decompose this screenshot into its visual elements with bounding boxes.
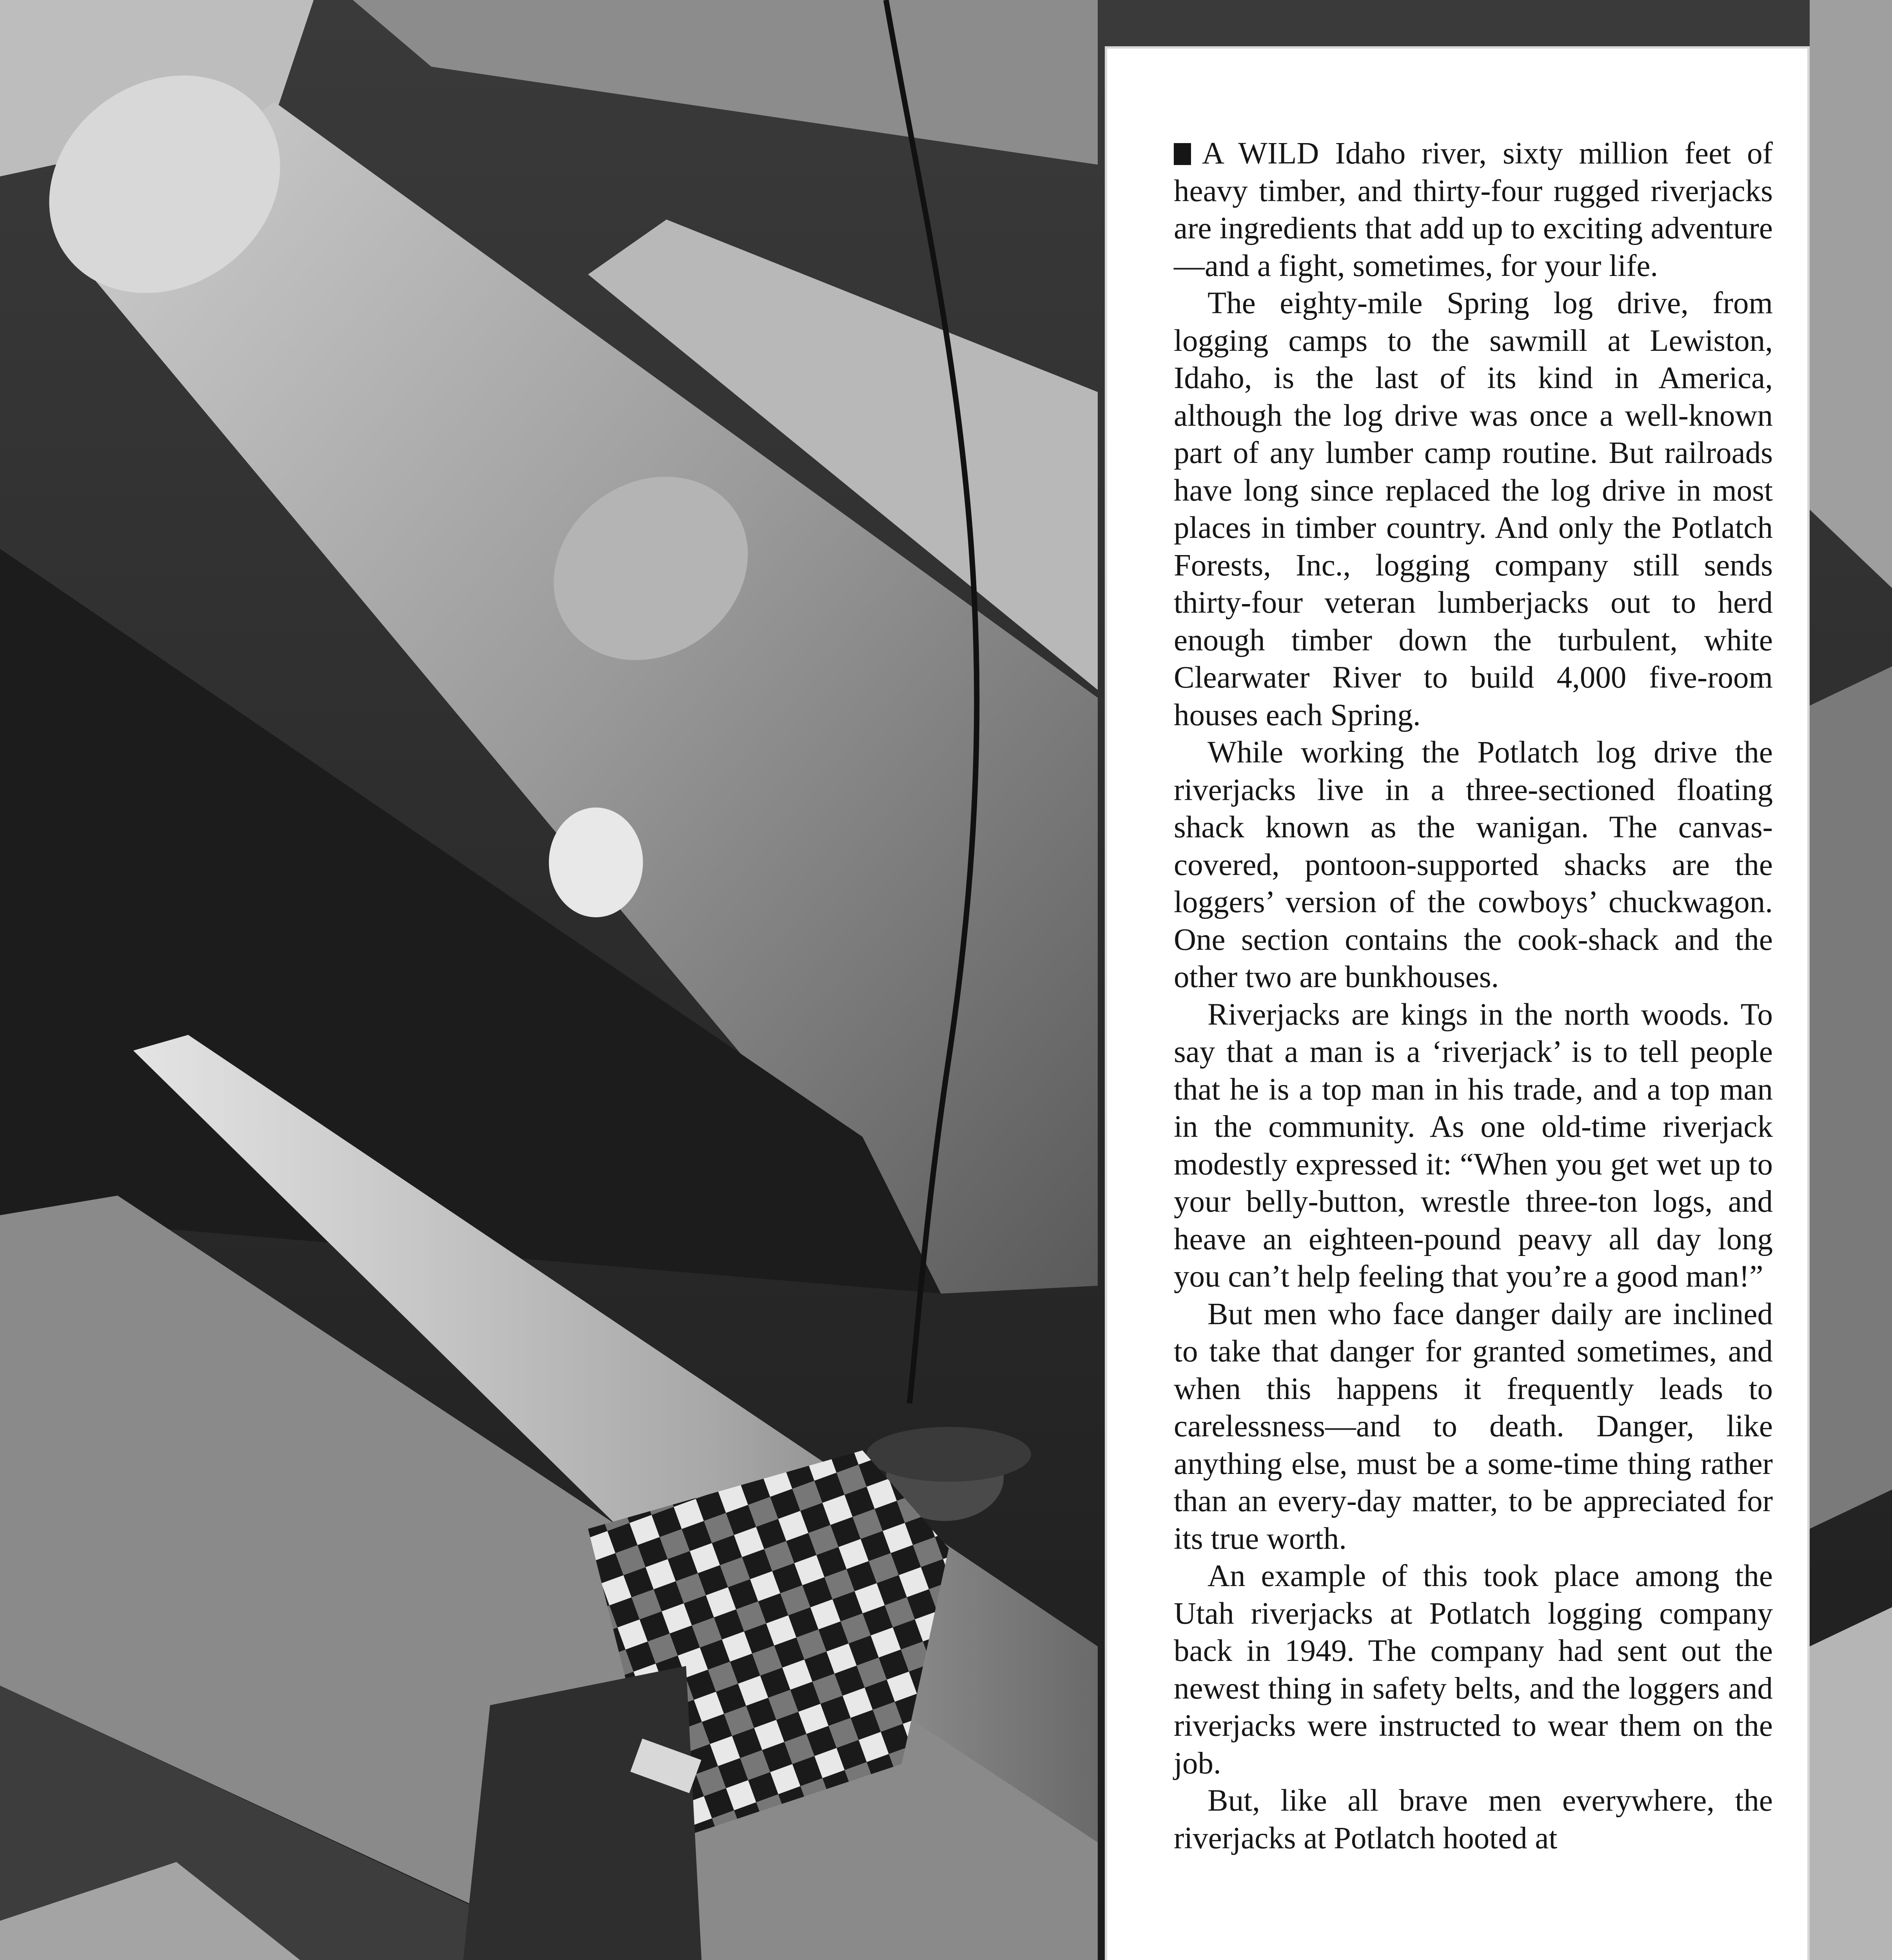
article-paragraph: But, like all brave men everywhere, the riverjacks at Potlatch hooted at [1174, 1784, 1773, 1855]
article-paragraph: But men who face danger daily are inclined to take that danger for granted sometimes, and when this happens it frequently leads to carelessness—and to death. Danger, like anything else, must be a some-time thing rather than an every-day matter, to be appreciated for its true worth. [1174, 1297, 1773, 1556]
lead-caps: A WILD [1202, 136, 1319, 171]
article-paragraph: The eighty-mile Spring log drive, from logging camps to the sawmill at Lewiston, Idaho, is the last of its kind in America, although the log drive was once a well-known part of any lumber camp routine. But railroads have long since replaced the log drive in most places in timber country. And only the Potlatch Forests, Inc., logging company still sends thirty-four veteran lumberjacks out to herd enough timber down the turbulent, white Clearwater River to build 4,000 five-room houses each Spring. [1174, 286, 1773, 732]
article-body [1174, 135, 1773, 1857]
article-text-panel [1105, 46, 1810, 1960]
article-paragraph-lead [1174, 135, 1773, 285]
square-bullet-icon [1174, 143, 1191, 165]
lead-text: Idaho river, sixty million feet of heavy timber, and thirty-four rugged riverjacks are ingredients that add up to exciting adventure—and a fight, sometimes, for your life. [1174, 136, 1773, 283]
article-paragraph: Riverjacks are kings in the north woods. To say that a man is a ‘riverjack’ is to tell people that he is a top man in his trade, and a top man in the community. As one old-time riverjack modestly expressed it: “When you get wet up to your belly-button, wrestle three-ton logs, and heave an eighteen-pound peavy all day long you can’t help feeling that you’re a good man!” [1174, 997, 1773, 1294]
article-paragraph: An example of this took place among the Utah riverjacks at Potlatch logging company back in 1949. The company had sent out the newest thing in safety belts, and the loggers and riverjacks were instructed to wear them on the job. [1174, 1559, 1773, 1780]
article-paragraph: While working the Potlatch log drive the riverjacks live in a three-sectioned floating shack known as the wanigan. The canvas-covered, pontoon-supported shacks are the loggers’ version of the cowboys’ chuckwagon. One section contains the cook-shack and the other two are bunkhouses. [1174, 735, 1773, 994]
